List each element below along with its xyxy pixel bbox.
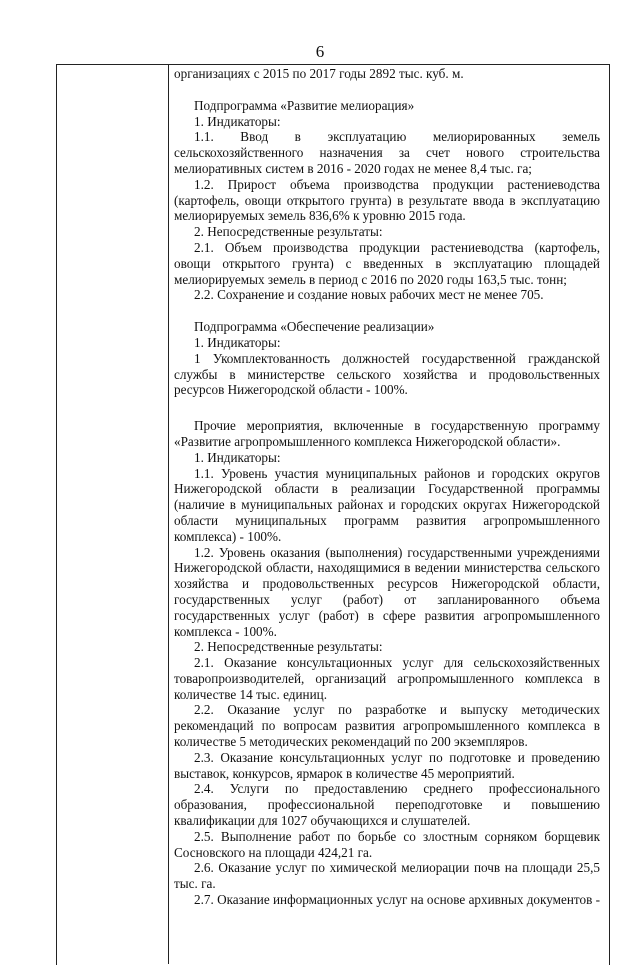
paragraph: 1.2. Уровень оказания (выполнения) государственными учреждениями Нижегородской области, находящимися в ведении министерства сельского хозяйства и продовольственных ресурсов Нижегородской области, государственных услуг (работ) от запланированного объема государственных услуг (работ) в сфере развития агропромышленного комплекса - 100%.	[174, 544, 600, 639]
paragraph: 2.3. Оказание консультационных услуг по подготовке и проведению выставок, конкурсов, ярмарок в количестве 45 мероприятий.	[174, 749, 600, 781]
section-heading: 2. Непосредственные результаты:	[194, 224, 383, 240]
paragraph: 2.6. Оказание услуг по химической мелиорации почв на площади 25,5 тыс. га.	[174, 860, 600, 892]
paragraph: 2.1. Объем производства продукции растениеводства (картофель, овощи открытого грунта) с введенных в эксплуатацию площадей мелиорируемых земель в период с 2016 по 2020 годы 163,5 тыс. тонн;	[174, 239, 600, 287]
table-left-column	[56, 64, 169, 964]
table-content-cell	[174, 66, 600, 908]
paragraph: 2.5. Выполнение работ по борьбе со злостным сорняком борщевик Сосновского на площади 424,21 га.	[174, 828, 600, 860]
section-heading: 1. Индикаторы:	[194, 449, 281, 465]
subprogram-heading: Подпрограмма «Развитие мелиорация»	[194, 97, 415, 113]
paragraph: 1.1. Ввод в эксплуатацию мелиорированных земель сельскохозяйственного назначения за счет нового строительства мелиоративных систем в 2016 - 2020 годах не менее 8,4 тыс. га;	[174, 129, 600, 176]
page-number: 6	[315, 42, 325, 61]
section-heading: 1. Индикаторы:	[194, 113, 281, 129]
subprogram-heading: Прочие мероприятия, включенные в государственную программу «Развитие агропромышленного комплекса Нижегородской области».	[174, 418, 600, 449]
section-heading: 1. Индикаторы:	[194, 334, 281, 350]
paragraph: организациях с 2015 по 2017 годы 2892 тыс. куб. м.	[174, 66, 464, 81]
paragraph: 1 Укомплектованность должностей государственной гражданской службы в министерстве сельского хозяйства и продовольственных ресурсов Нижегородской области - 100%.	[174, 350, 600, 398]
paragraph: 2.4. Услуги по предоставлению среднего профессионального образования, профессиональной переподготовке и повышению квалификации для 1027 обучающихся и слушателей.	[174, 781, 600, 829]
paragraph: 1.1. Уровень участия муниципальных районов и городских округов Нижегородской области в реализации Государственной программы (наличие в муниципальных районах и городских округах Нижегородской области муниципальных программ развития агропромышленного комплекса) - 100%.	[174, 465, 600, 544]
paragraph: 2.1. Оказание консультационных услуг для сельскохозяйственных товаропроизводителей, организаций агропромышленного комплекса в количестве 14 тыс. единиц.	[174, 655, 600, 702]
paragraph: 2.2. Сохранение и создание новых рабочих мест не менее 705.	[194, 287, 544, 303]
paragraph: 1.2. Прирост объема производства продукции растениеводства (картофель, овощи открытого грунта) в результате ввода в эксплуатацию мелиорируемых земель 836,6% к уровню 2015 года.	[174, 176, 600, 224]
section-heading: 2. Непосредственные результаты:	[194, 639, 383, 655]
paragraph: 2.7. Оказание информационных услуг на основе архивных документов -	[194, 892, 601, 908]
paragraph: 2.2. Оказание услуг по разработке и выпуску методических рекомендаций по вопросам развития агропромышленного комплекса в количестве 5 методических рекомендаций по 200 экземпляров.	[174, 702, 600, 750]
subprogram-heading: Подпрограмма «Обеспечение реализации»	[194, 319, 435, 335]
